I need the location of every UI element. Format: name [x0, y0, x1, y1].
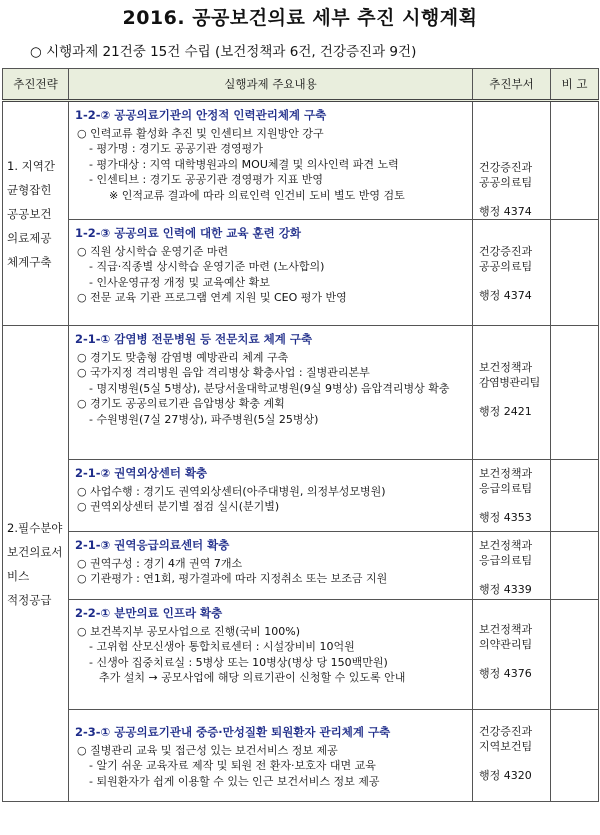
task-line: ○ 질병관리 교육 및 접근성 있는 보건서비스 정보 제공	[77, 743, 338, 757]
note-cell	[551, 600, 599, 710]
dept-name: 건강증진과	[479, 161, 533, 174]
task-title: 2-1-① 감염병 전문병원 등 전문치료 체계 구축	[75, 332, 313, 346]
dept-extension: 행정 2421	[479, 405, 532, 418]
strategy-line: 균형잡힌	[7, 182, 52, 197]
task-line: ○ 사업수행 : 경기도 권역외상센터(아주대병원, 의정부성모병원)	[77, 484, 386, 498]
dept-cell	[473, 326, 551, 460]
table-row	[3, 460, 599, 532]
strategy-line: 의료제공	[7, 230, 52, 245]
strategy-line: 공공보건	[7, 206, 52, 221]
task-title: 2-1-② 권역외상센터 확충	[75, 466, 208, 480]
task-content	[69, 600, 473, 710]
table-row	[3, 600, 599, 710]
strategy-line: 2.필수분야	[7, 520, 63, 535]
dept-team: 공공의료팀	[479, 260, 533, 273]
note-cell	[551, 532, 599, 600]
task-line: - 인사운영규정 개정 및 교육예산 확보	[89, 275, 270, 289]
task-line: ○ 경기도 맞춤형 감염병 예방관리 체계 구축	[77, 350, 289, 364]
task-title: 1-2-③ 공공의료 인력에 대한 교육 훈련 강화	[75, 226, 301, 240]
dept-team: 의약관리팀	[479, 638, 533, 651]
dept-extension: 행정 4339	[479, 583, 532, 596]
dept-cell	[473, 600, 551, 710]
task-line: - 수원병원(7실 27병상), 파주병원(5실 25병상)	[89, 412, 319, 426]
task-content	[69, 710, 473, 802]
task-line: ※ 인적교류 결과에 따라 의료인력 인건비 도비 별도 반영 검토	[109, 188, 405, 202]
summary-line: ○ 시행과제 21건중 15건 수립 (보건정책과 6건, 건강증진과 9건)	[30, 44, 417, 60]
dept-team: 응급의료팀	[479, 554, 533, 567]
note-cell	[551, 710, 599, 802]
dept-team: 응급의료팀	[479, 482, 533, 495]
dept-cell	[473, 460, 551, 532]
task-line: ○ 인력교류 활성화 추진 및 인센티브 지원방안 강구	[77, 126, 324, 140]
task-title: 2-3-① 공공의료기관내 중증·만성질환 퇴원환자 관리체계 구축	[75, 725, 391, 739]
strategy-line: 체계구축	[7, 254, 52, 269]
task-line: - 인센티브 : 경기도 공공기관 경영평가 지표 반영	[89, 173, 324, 187]
dept-name: 보건정책과	[479, 467, 533, 480]
dept-extension: 행정 4374	[479, 205, 532, 218]
dept-name: 건강증진과	[479, 245, 533, 258]
task-content	[69, 460, 473, 532]
task-line: - 명지병원(5실 5병상), 분당서울대학교병원(9실 9병상) 음압격리병상 확충	[89, 381, 450, 395]
strategy-line: 비스	[7, 568, 30, 583]
dept-cell	[473, 220, 551, 326]
document-title: 2016. 공공보건의료 세부 추진 시행계획	[122, 7, 478, 29]
task-line: ○ 경기도 공공의료기관 음압병상 확충 계획	[77, 397, 285, 411]
table-row	[3, 532, 599, 600]
task-line: ○ 국가지정 격리병원 음압 격리병상 확충사업 : 질병관리본부	[77, 366, 370, 380]
task-content	[69, 101, 473, 220]
strategy-line: 1. 지역간	[7, 158, 55, 173]
dept-team: 공공의료팀	[479, 176, 533, 189]
strategy-line: 적정공급	[7, 592, 52, 607]
task-line: - 신생아 집중치료실 : 5병상 또는 10병상(병상 당 150백만원)	[89, 655, 388, 669]
task-content	[69, 532, 473, 600]
table-row	[3, 220, 599, 326]
task-content	[69, 326, 473, 460]
task-line: 추가 설치 → 공모사업에 해당 의료기관이 신청할 수 있도록 안내	[99, 671, 406, 685]
strategy-cell	[3, 326, 69, 802]
dept-extension: 행정 4320	[479, 769, 532, 782]
dept-team: 감염병관리팀	[479, 376, 540, 389]
task-line: ○ 보건복지부 공모사업으로 진행(국비 100%)	[77, 624, 301, 638]
dept-extension: 행정 4374	[479, 289, 532, 302]
task-line: ○ 전문 교육 기관 프로그램 연계 지원 및 CEO 평가 반영	[77, 291, 347, 305]
task-title: 2-1-③ 권역응급의료센터 확충	[75, 538, 230, 552]
dept-extension: 행정 4353	[479, 511, 532, 524]
task-line: ○ 권역구성 : 경기 4개 권역 7개소	[77, 556, 243, 570]
strategy-cell	[3, 101, 69, 326]
task-line: - 평가대상 : 지역 대학병원과의 MOU체결 및 의사인력 파견 노력	[89, 157, 399, 171]
dept-cell	[473, 710, 551, 802]
dept-team: 지역보건팀	[479, 740, 533, 753]
dept-extension: 행정 4376	[479, 667, 532, 680]
table-row	[3, 710, 599, 802]
note-cell	[551, 220, 599, 326]
task-line: ○ 권역외상센터 분기별 점검 실시(분기별)	[77, 500, 280, 514]
dept-name: 건강증진과	[479, 725, 533, 738]
table-row	[3, 326, 599, 460]
task-line: - 알기 쉬운 교육자료 제작 및 퇴원 전 환자·보호자 대면 교육	[89, 759, 376, 773]
header-dept: 추진부서	[473, 69, 551, 101]
task-line: - 직급·직종별 상시학습 운영기준 마련 (노사합의)	[89, 260, 325, 274]
task-line: - 평가명 : 경기도 공공기관 경영평가	[89, 142, 263, 156]
table-header-row	[3, 69, 599, 101]
plan-table	[2, 68, 599, 802]
task-title: 2-2-① 분만의료 인프라 확충	[75, 606, 223, 620]
task-title: 1-2-② 공공의료기관의 안정적 인력관리체계 구축	[75, 108, 327, 122]
note-cell	[551, 326, 599, 460]
dept-cell	[473, 101, 551, 220]
note-cell	[551, 460, 599, 532]
table-row	[3, 101, 599, 220]
task-line: ○ 직원 상시학습 운영기준 마련	[77, 244, 229, 258]
strategy-line: 보건의료서	[7, 544, 63, 559]
dept-name: 보건정책과	[479, 539, 533, 552]
task-line: - 고위험 산모신생아 통합치료센터 : 시설장비비 10억원	[89, 640, 355, 654]
task-line: - 퇴원환자가 쉽게 이용할 수 있는 인근 보건서비스 정보 제공	[89, 774, 380, 788]
header-strategy: 추진전략	[3, 69, 69, 101]
task-content	[69, 220, 473, 326]
note-cell	[551, 101, 599, 220]
task-line: ○ 기관평가 : 연1회, 평가결과에 따라 지정취소 또는 보조금 지원	[77, 572, 388, 586]
dept-name: 보건정책과	[479, 361, 533, 374]
dept-cell	[473, 532, 551, 600]
dept-name: 보건정책과	[479, 623, 533, 636]
header-content: 실행과제 주요내용	[69, 69, 473, 101]
header-note: 비 고	[551, 69, 599, 101]
